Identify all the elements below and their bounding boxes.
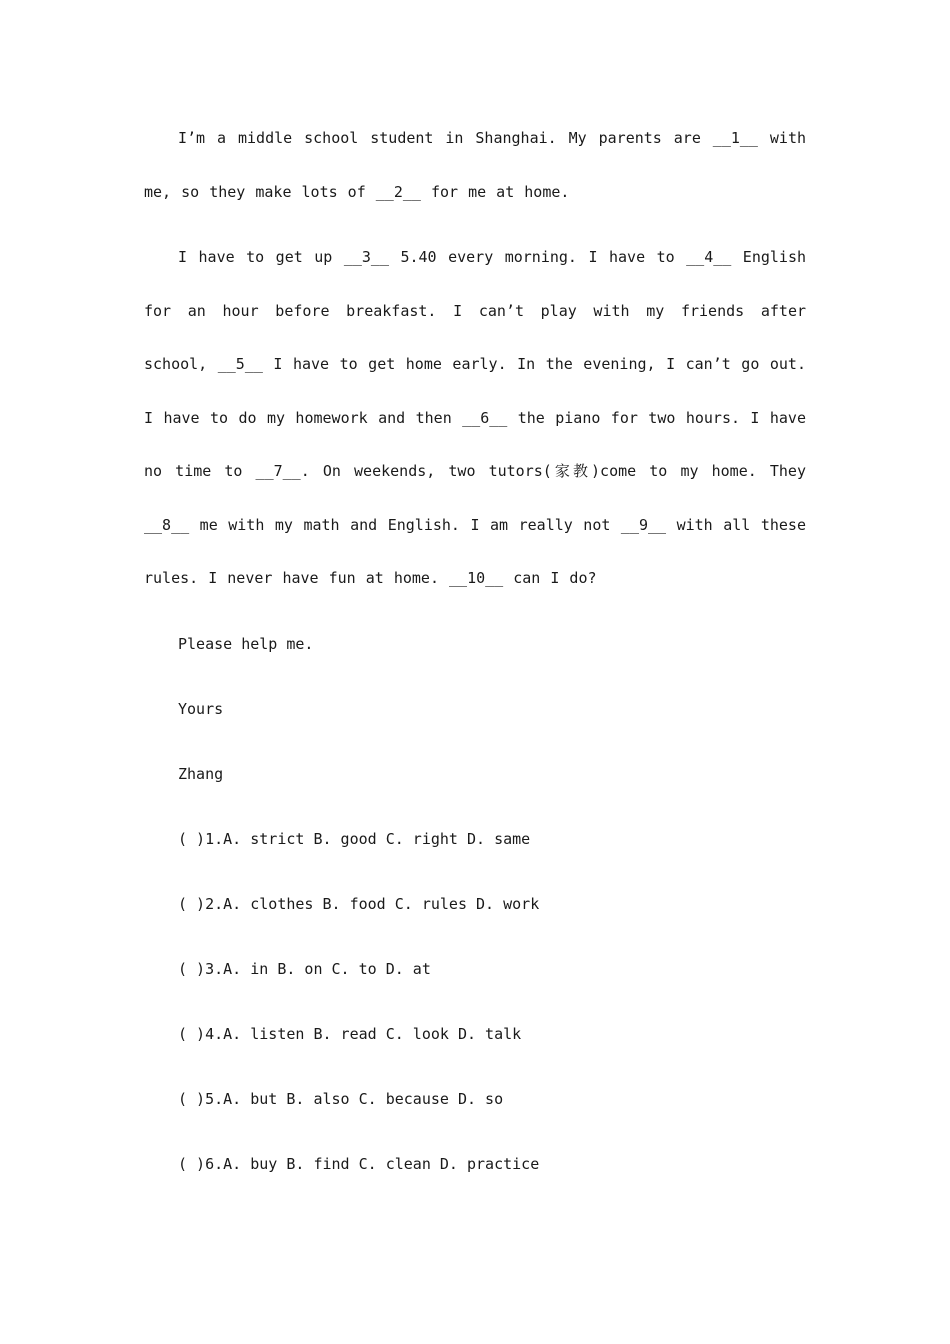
passage-paragraph-1: I’m a middle school student in Shanghai. My parents are __1__ with me, so they make lots of __2__ for me at home. [144, 129, 806, 201]
signature-line: Zhang [178, 765, 224, 783]
question-4: ( )4.A. listen B. read C. look D. talk [178, 1025, 522, 1043]
question-6: ( )6.A. buy B. find C. clean D. practice [178, 1155, 540, 1173]
closing-line: Please help me. [178, 635, 314, 653]
question-1: ( )1.A. strict B. good C. right D. same [178, 830, 531, 848]
passage-paragraph-2: I have to get up __3__ 5.40 every morning. I have to __4__ English for an hour before breakfast. I can’t play with my friends after school, __5__ I have to get home early. In the evening, I can’t go out. I have to do my homework and then __6__ the piano for two hours. I have no time to __7__. On weekends, two tutors(家教)come to my home. They __8__ me with my math and English. I am really not __9__ with all these rules. I never have fun at home. __10__ can I do? [144, 248, 806, 587]
question-5: ( )5.A. but B. also C. because D. so [178, 1090, 504, 1108]
question-2: ( )2.A. clothes B. food C. rules D. work [178, 895, 540, 913]
signoff-line: Yours [178, 700, 224, 718]
question-3: ( )3.A. in B. on C. to D. at [178, 960, 431, 978]
